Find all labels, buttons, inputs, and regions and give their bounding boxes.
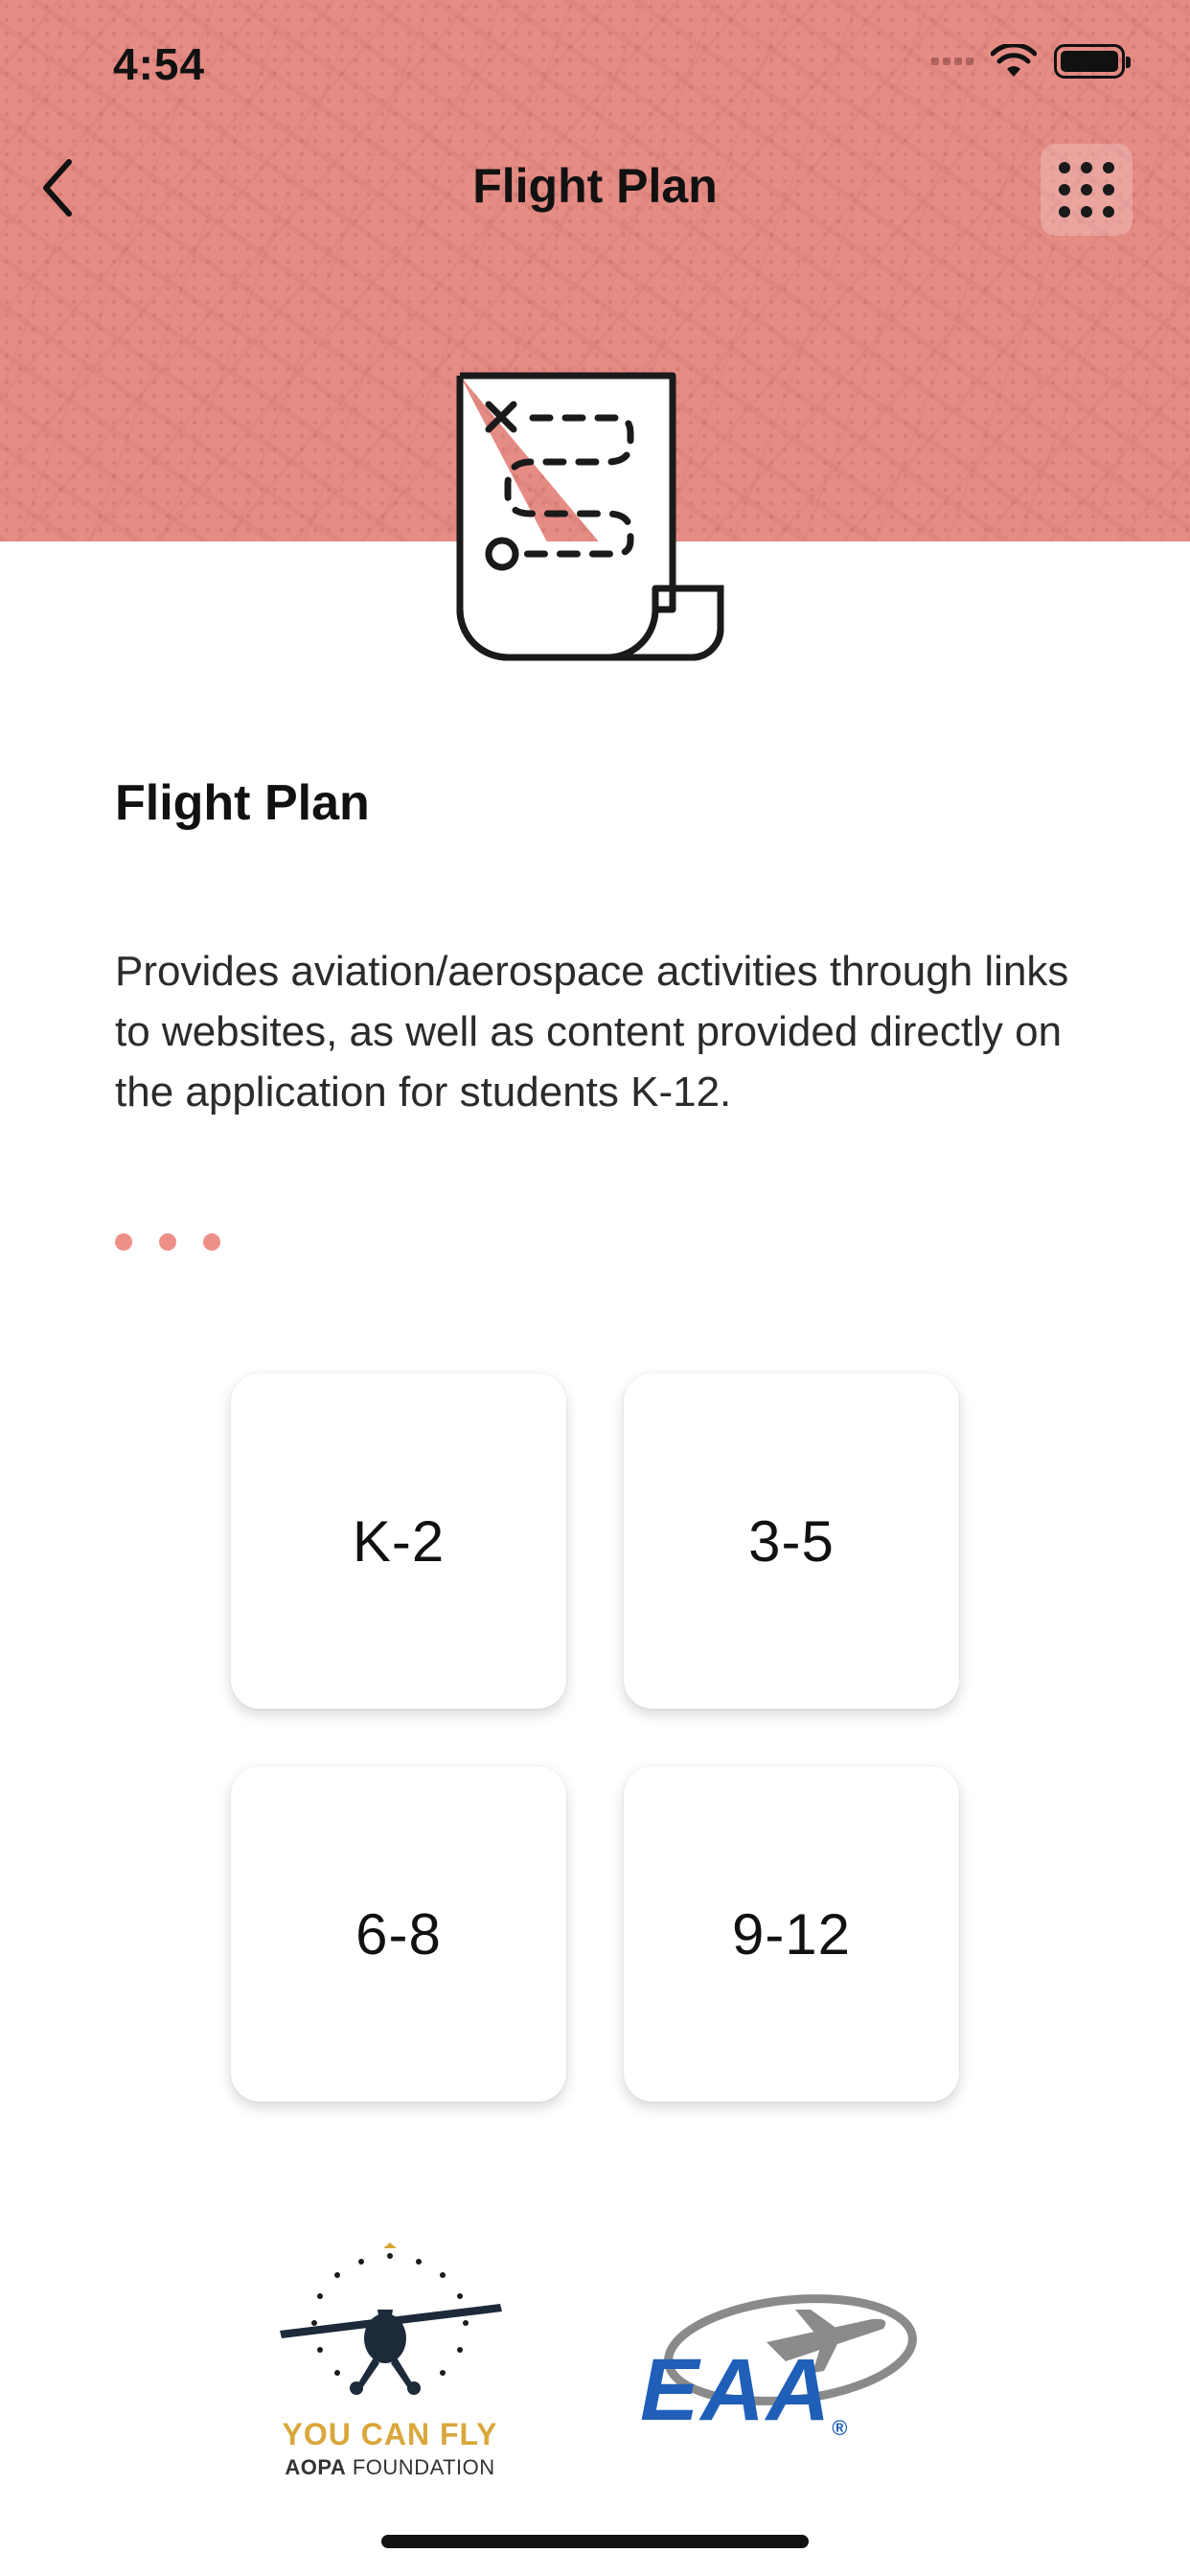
grade-label: K-2	[352, 1508, 446, 1574]
airplane-icon	[270, 2242, 510, 2415]
grade-label: 3-5	[748, 1508, 835, 1574]
grid-dot-icon	[1059, 184, 1070, 196]
status-time: 4:54	[113, 39, 206, 89]
grid-dot-icon	[1081, 184, 1092, 196]
dot-icon	[115, 1233, 132, 1251]
nav-title: Flight Plan	[472, 159, 718, 213]
grid-dot-icon	[1103, 206, 1114, 218]
grid-dot-icon	[1081, 206, 1092, 218]
cellular-signal-icon	[931, 58, 973, 65]
grid-dot-icon	[1081, 162, 1092, 173]
more-dots-indicator	[115, 1233, 220, 1251]
grid-dot-icon	[1059, 206, 1070, 218]
home-indicator[interactable]	[381, 2535, 809, 2548]
grid-dot-icon	[1103, 162, 1114, 173]
eaa-logo	[632, 2281, 929, 2453]
eaa-wordmark: EAA®	[640, 2341, 850, 2440]
grade-card-k-2[interactable]	[231, 1373, 566, 1709]
content-title: Flight Plan	[115, 775, 370, 831]
grade-label: 6-8	[355, 1901, 442, 1966]
grade-label: 9-12	[731, 1901, 852, 1966]
wifi-icon	[991, 44, 1037, 79]
grade-card-6-8[interactable]	[231, 1766, 566, 2102]
ycf-line2: AOPA FOUNDATION	[285, 2455, 495, 2479]
you-can-fly-logo	[270, 2242, 510, 2482]
status-icons	[931, 42, 1125, 80]
dot-icon	[203, 1233, 220, 1251]
content-description: Provides aviation/aerospace activities through links to websites, as well as content provided directly on the application for students K-12.	[115, 948, 1069, 1116]
ycf-line1: YOU CAN FLY	[282, 2417, 498, 2451]
grid-dot-icon	[1059, 162, 1070, 173]
flight-plan-map-icon	[454, 370, 732, 663]
grid-dot-icon	[1103, 184, 1114, 196]
grade-card-9-12[interactable]	[624, 1766, 959, 2102]
grid-menu-button[interactable]	[1041, 144, 1133, 236]
dot-icon	[159, 1233, 176, 1251]
battery-icon	[1054, 44, 1125, 79]
grade-card-3-5[interactable]	[624, 1373, 959, 1709]
